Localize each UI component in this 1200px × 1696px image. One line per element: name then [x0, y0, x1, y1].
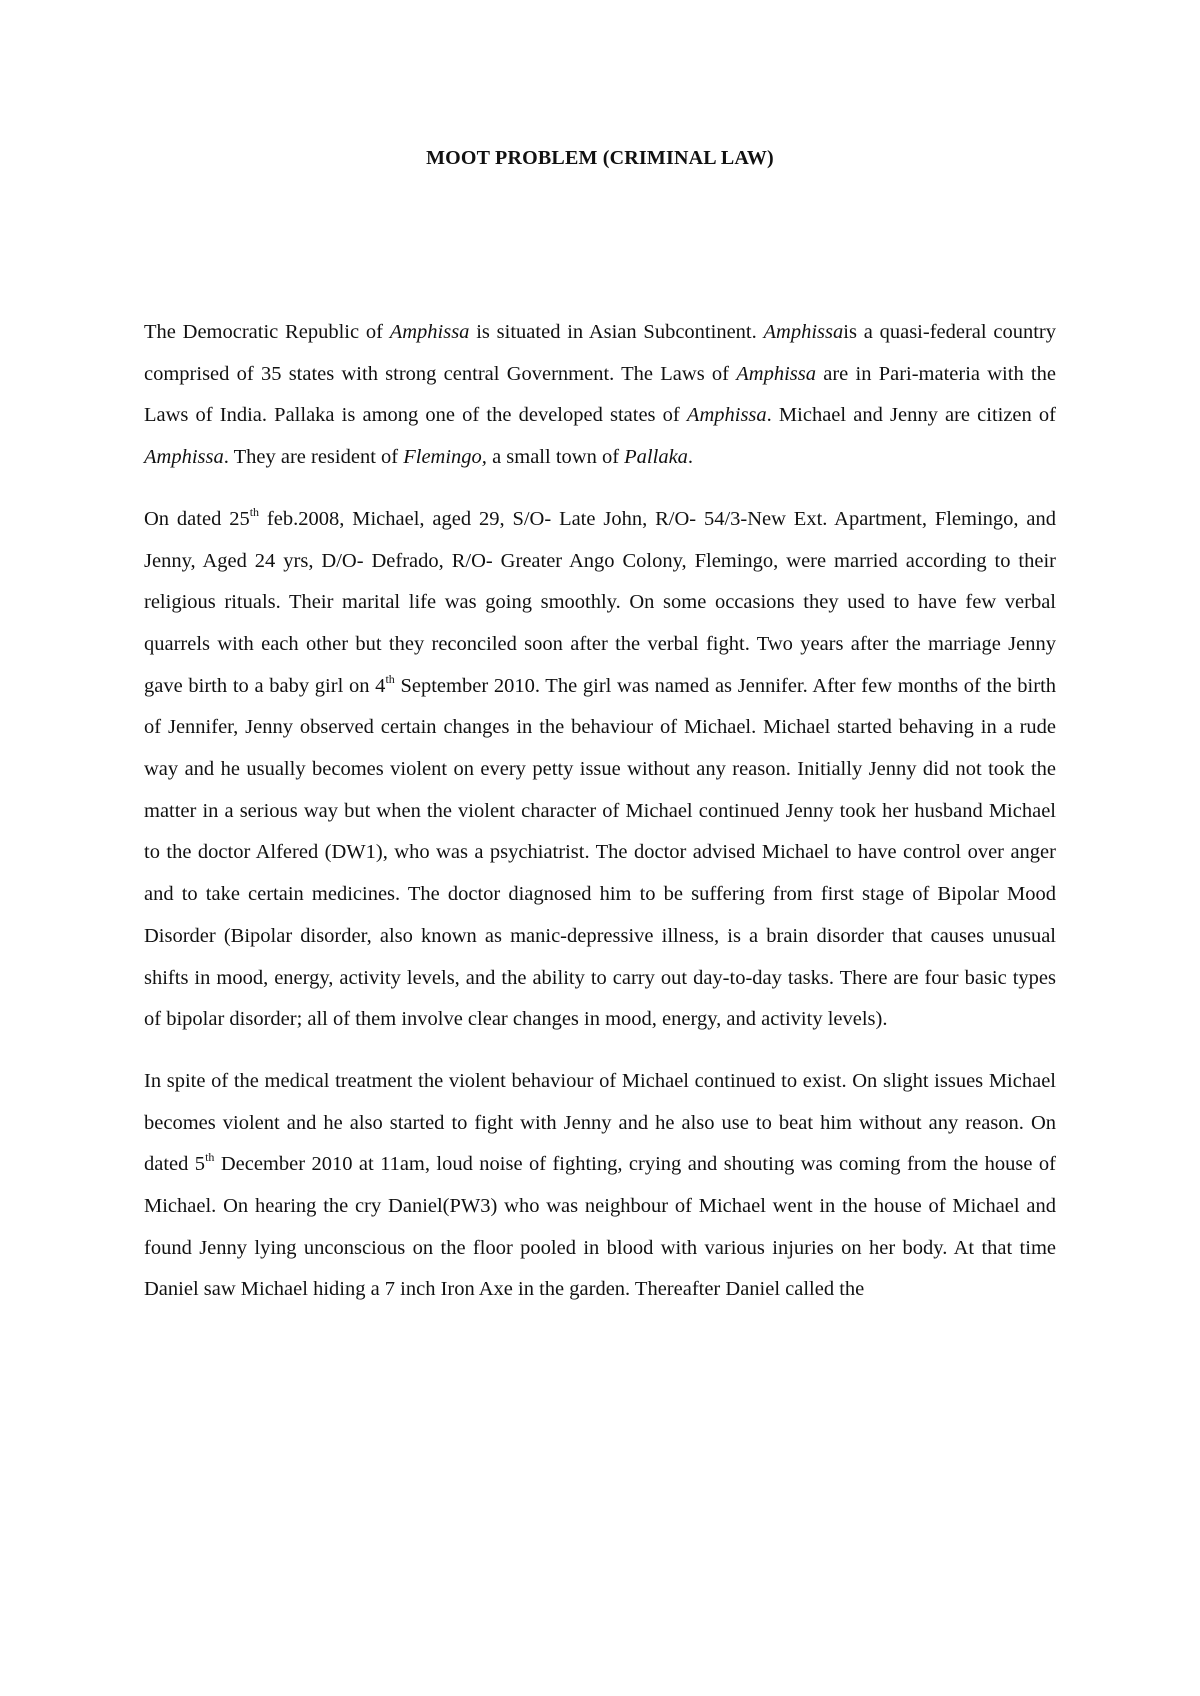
text-run: . Michael and Jenny are citizen of: [766, 404, 1057, 427]
italic-text: Amphissa: [736, 362, 816, 385]
ordinal-suffix: th: [205, 1150, 215, 1165]
paragraph: [144, 499, 1056, 1041]
italic-text: Amphissa: [763, 321, 844, 343]
text-run: feb.2008, Michael, aged 29, S/O- Late John, R/O- 54/3-New Ext. Apartment, Flemingo, and Jenny, Aged 24 yrs, D/O- Defrado, R/O- Greater Ango Colony, Flemingo, were married according to their religious rituals. Their marital life was going smoothly. On some occasions they used to have few verbal quarrels with each other but they reconciled soon after the verbal fight. Two years after the marriage Jenny gave birth to a baby girl on 4: [144, 507, 1056, 697]
document-title: MOOT PROBLEM (CRIMINAL LAW): [426, 147, 774, 169]
paragraph: [144, 1061, 1056, 1311]
text-run: On dated 25: [144, 507, 250, 530]
italic-text: Amphissa: [389, 321, 470, 343]
paragraph: [144, 312, 1056, 479]
text-run: December 2010 at 11am, loud noise of fighting, crying and shouting was coming from the house of Michael. On hearing the cry Daniel(PW3) who was neighbour of Michael went in the house of Michael and found Jenny lying unconscious on the floor pooled in blood with various injuries on her body. At that time Daniel saw Michael hiding a 7 inch Iron Axe in the garden. Thereafter Daniel called the: [144, 1153, 1056, 1301]
text-run: September 2010. The girl was named as Jennifer. After few months of the birth of Jennifer, Jenny observed certain changes in the behaviour of Michael. Michael started behaving in a rude way and he usually becomes violent on every petty issue without any reason. Initially Jenny did not took the matter in a serious way but when the violent character of Michael continued Jenny took her husband Michael to the doctor Alfered (DW1), who was a psychiatrist. The doctor advised Michael to have control over anger and to take certain medicines. The doctor diagnosed him to be suffering from first stage of Bipolar Mood Disorder (Bipolar disorder, also known as manic-depressive illness, is a brain disorder that causes unusual shifts in mood, energy, activity levels, and the ability to carry out day-to-day tasks. There are four basic types of bipolar disorder; all of them involve clear changes in mood, energy, and activity levels).: [144, 674, 1057, 1031]
document-body: [144, 312, 1056, 1311]
italic-text: Flemingo,: [403, 446, 487, 469]
text-run: is a quasi-federal country comprised of 35 states with strong central Government. The Laws of: [144, 321, 1057, 385]
text-run: The Democratic Republic of: [144, 321, 390, 343]
text-run: .: [687, 446, 694, 469]
italic-text: Amphissa: [686, 404, 767, 427]
text-run: are in Pari-materia with the Laws of India. Pallaka is among one of the developed states of: [144, 362, 1056, 427]
italic-text: Amphissa: [144, 446, 224, 469]
text-run: . They are resident of: [223, 446, 404, 469]
text-run: In spite of the medical treatment the violent behaviour of Michael continued to exist. On slight issues Michael becomes violent and he also started to fight with Jenny and he also use to beat him without any reason. On dated 5: [144, 1069, 1056, 1176]
ordinal-suffix: th: [385, 671, 395, 686]
text-run: is situated in Asian Subcontinent.: [469, 321, 764, 343]
ordinal-suffix: th: [249, 504, 260, 519]
text-run: a small town of: [486, 446, 625, 469]
italic-text: Pallaka: [624, 446, 688, 469]
